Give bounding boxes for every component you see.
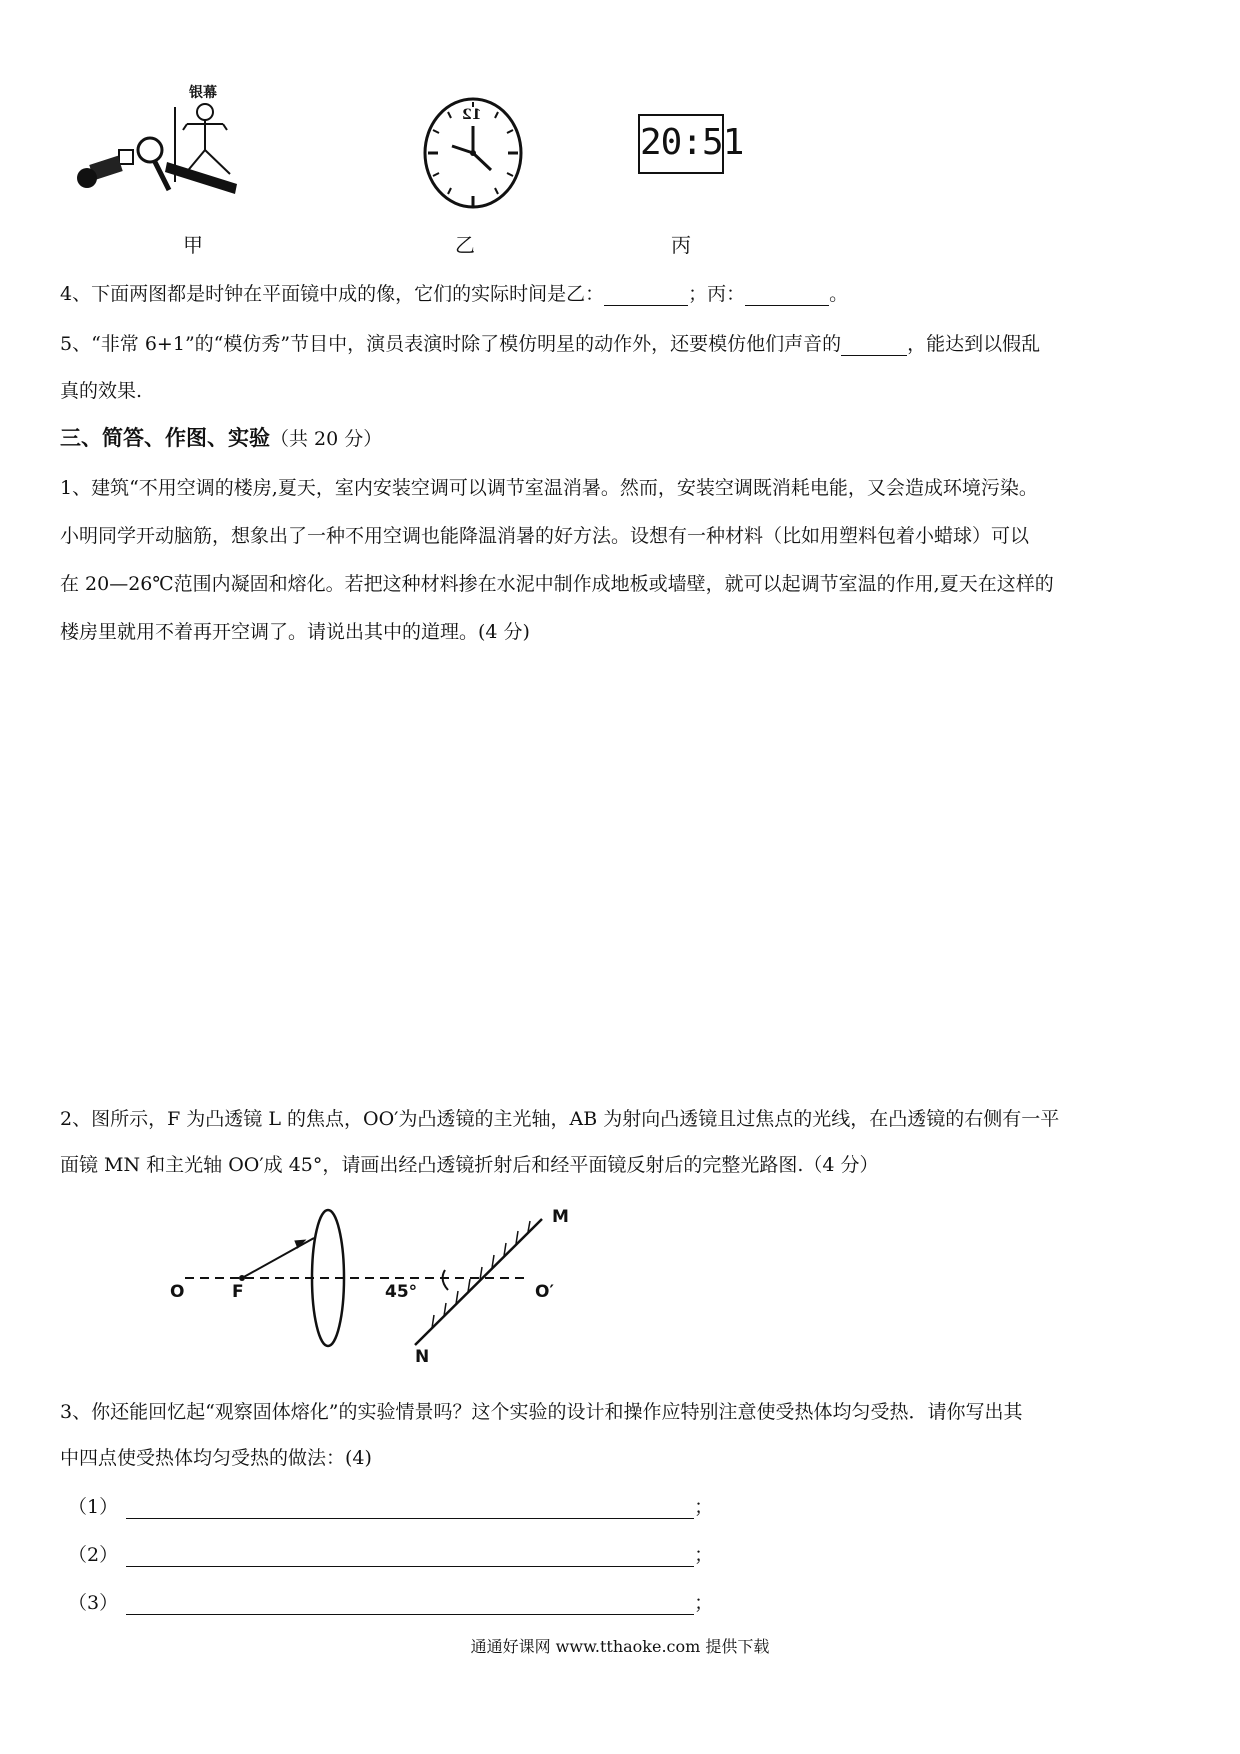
clock-dial-number: 12 bbox=[462, 107, 482, 123]
projector-figure bbox=[75, 82, 275, 217]
s3q1-line-3: 在 20—26℃范围内凝固和熔化。若把这种材料掺在水泥中制作成地板或墙壁，就可以起调节室温的作用,夏天在这样的 bbox=[60, 573, 1054, 595]
s3q1-line-4: 楼房里就用不着再开空调了。请说出其中的道理。(4 分) bbox=[60, 621, 530, 643]
answer-line-2[interactable] bbox=[126, 1546, 694, 1567]
lens-mirror-diagram bbox=[160, 1205, 580, 1375]
s3q3-item-2: （2） ； bbox=[68, 1544, 714, 1566]
question-4: 4、下面两图都是时钟在平面镜中成的像，它们的实际时间是乙： ；丙： 。 bbox=[60, 283, 849, 305]
figure-caption-jia: 甲 bbox=[183, 233, 203, 257]
digital-clock-digits: 20:51 bbox=[640, 122, 744, 163]
s3q3-item-1: （1） ； bbox=[68, 1496, 714, 1518]
s3q3-item-3: （3） ； bbox=[68, 1592, 714, 1614]
s3q1-line-1: 1、建筑“不用空调的楼房,夏天，室内安装空调可以调节室温消暑。然而，安装空调既消耗电能，又会造成环境污染。 bbox=[60, 477, 1038, 499]
label-F: F bbox=[232, 1282, 244, 1302]
lens-mirror-svg bbox=[160, 1205, 580, 1375]
mirrored-clock-figure bbox=[418, 94, 528, 212]
projector-illustration bbox=[75, 82, 275, 217]
figure-caption-yi: 乙 bbox=[455, 233, 475, 257]
answer-blank-yi[interactable] bbox=[604, 285, 688, 306]
s3q1-line-2: 小明同学开动脑筋，想象出了一种不用空调也能降温消暑的好方法。设想有一种材料（比如用塑料包着小蜡球）可以 bbox=[60, 525, 1030, 547]
s3q3-line-1: 3、你还能回忆起“观察固体熔化”的实验情景吗？这个实验的设计和操作应特别注意使受热体均匀受热．请你写出其 bbox=[60, 1401, 1023, 1423]
digital-clock-figure bbox=[638, 114, 744, 174]
label-O: O bbox=[170, 1282, 185, 1302]
answer-line-1[interactable] bbox=[126, 1498, 694, 1519]
answer-blank-voice[interactable] bbox=[841, 335, 907, 356]
s3q2-line-1: 2、图所示，F 为凸透镜 L 的焦点，OO′为凸透镜的主光轴，AB 为射向凸透镜且过焦点的光线，在凸透镜的右侧有一平 bbox=[60, 1108, 1060, 1130]
s3q2-line-2: 面镜 MN 和主光轴 OO′成 45°，请画出经凸透镜折射后和经平面镜反射后的完整光路图.（4 分） bbox=[60, 1154, 879, 1176]
screen-label: 银幕 bbox=[189, 85, 217, 101]
question-5-line-2: 真的效果. bbox=[60, 380, 143, 402]
label-45-degree: 45° bbox=[385, 1282, 418, 1302]
s3q3-line-2: 中四点使受热体均匀受热的做法：(4) bbox=[60, 1447, 372, 1469]
section-3-heading: 三、简答、作图、实验（共 20 分） bbox=[60, 426, 383, 450]
answer-line-3[interactable] bbox=[126, 1594, 694, 1615]
page-footer: 通通好课网 www.tthaoke.com 提供下载 bbox=[470, 1637, 770, 1656]
label-N: N bbox=[415, 1347, 430, 1367]
answer-blank-bing[interactable] bbox=[745, 285, 829, 306]
label-M: M bbox=[552, 1207, 569, 1227]
figure-caption-bing: 丙 bbox=[671, 233, 691, 257]
label-O-prime: O′ bbox=[535, 1282, 554, 1302]
question-5-line-1: 5、“非常 6+1”的“模仿秀”节目中，演员表演时除了模仿明星的动作外，还要模仿他们声音的 ，能达到以假乱 bbox=[60, 333, 1041, 355]
